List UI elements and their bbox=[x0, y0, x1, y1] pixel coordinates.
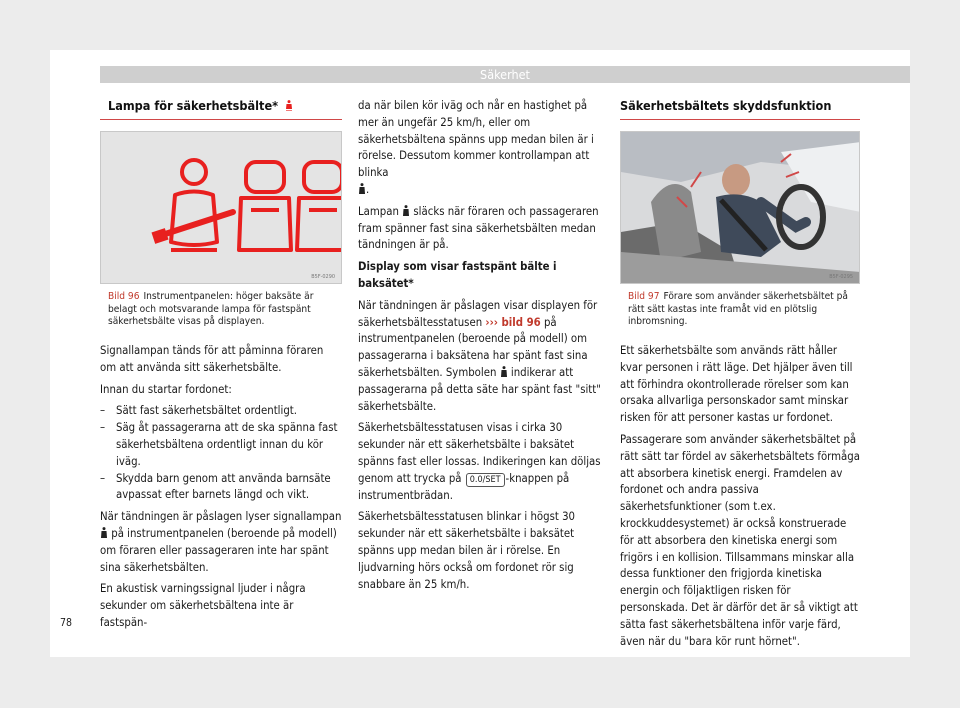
middle-paragraph-4 bbox=[358, 420, 602, 504]
list-item: – Skydda barn genom att använda barnsäte avpassat efter barnets längd och vikt. bbox=[100, 471, 342, 505]
figure-97-caption-text: Förare som använder säkerhetsbältet på rätt sätt kastas inte framåt vid en plötslig inbromsning. bbox=[628, 291, 848, 327]
right-paragraph-1: Ett säkerhetsbälte som används rätt håller kvar personen i rätt läge. Det hjälper även till att förhindra okontrollerade rörelser som kan orsaka allvarliga personskador samt minskar risken för att personer kastas ur fordonet. bbox=[620, 344, 853, 425]
figure-97-code: B5F-0295 bbox=[829, 274, 853, 280]
middle-paragraph-4a: Säkerhetsbältesstatusen visas i cirka 30 sekunder när ett säkerhetsbälte i baksätet spänns fast eller lossas. Indikeringen kan döljas genom att trycka på bbox=[358, 421, 601, 485]
left-paragraph-3 bbox=[100, 509, 342, 576]
left-paragraph-1: Signallampan tänds för att påminna föraren om att använda sitt säkerhetsbälte. bbox=[100, 344, 324, 374]
figure-97-caption bbox=[628, 291, 858, 329]
middle-body bbox=[358, 98, 602, 598]
middle-paragraph-1 bbox=[358, 98, 602, 199]
seatbelt-warning-icon bbox=[285, 100, 293, 111]
figure-96 bbox=[100, 131, 342, 284]
middle-paragraph-2 bbox=[358, 204, 602, 254]
list-item: – Säg åt passagerarna att de ska spänna fast säkerhetsbältena ordentligt innan du kör iväg. bbox=[100, 420, 342, 470]
middle-paragraph-3 bbox=[358, 298, 602, 416]
left-body bbox=[100, 343, 342, 637]
left-paragraph-3b: på instrumentpanelen (beroende på modell) om föraren eller passageraren inte har spänt sina säkerhetsbälten. bbox=[100, 526, 337, 574]
middle-paragraph-3a: När tändningen är påslagen visar displayen för säkerhetsbältesstatusen bbox=[358, 298, 598, 329]
figure-96-caption bbox=[108, 291, 340, 329]
left-paragraph-4: En akustisk varningssignal ljuder i några sekunder om säkerhetsbältena inte är fastspän- bbox=[100, 582, 306, 629]
seatbelt-person-icon bbox=[500, 366, 508, 377]
right-paragraph-2: Passagerare som använder säkerhetsbältet på rätt sätt tar fördel av säkerhetsbältets förmåga att absorbera kinetisk energi. Framdelen av fordonet och andra passiva säkerhetsfunktioner (som t.ex. krockkuddesystemet) är också konstruerade för att absorbera den kinetiska energi som frigörs i en kollision. Tillsammans minskar alla dessa funktioner den frigjorda kinetiska energin och följaktligen risken för personskada. Det är därför det är så viktigt att sätta fast säkerhetsbältena inför varje färd, även när du "bara kör runt hörnet". bbox=[620, 432, 860, 648]
figure-97 bbox=[620, 131, 860, 284]
middle-paragraph-5: Säkerhetsbältesstatusen blinkar i högst 30 sekunder när ett säkerhetsbälte i baksätet spänns upp medan bilen är i rörelse. En ljudvarning hörs också om fordonet rör sig snabbare än 25 km/h. bbox=[358, 510, 576, 591]
middle-paragraph-4b: -knappen på instrumentbrädan. bbox=[358, 471, 570, 502]
preparation-list bbox=[100, 403, 342, 504]
middle-paragraph-3b: på instrumentpanelen (beroende på modell) om passagerarna i baksätena har spänt fast sina säkerhetsbälten. Symbolen bbox=[358, 315, 588, 379]
figure-96-label: Bild 96 bbox=[108, 291, 140, 302]
middle-paragraph-1a: da när bilen kör iväg och når en hastighet på mer än ungefär 25 km/h, eller om säkerhetsbältena spänns upp medan bilen är i rörelse. Dessutom kommer kontrollampan att blinka bbox=[358, 99, 594, 180]
figure-97-label: Bild 97 bbox=[628, 291, 660, 302]
seatbelt-person-icon bbox=[358, 183, 366, 194]
seat-belt-indicator-illustration bbox=[101, 132, 342, 284]
middle-paragraph-2a: Lampan bbox=[358, 204, 399, 218]
seatbelt-person-icon bbox=[100, 527, 108, 538]
figure-96-link[interactable]: ››› bild 96 bbox=[485, 315, 541, 329]
middle-paragraph-2b: släcks när föraren och passageraren fram spänner fast sina säkerhetsbälten medan tändningen är på. bbox=[358, 204, 599, 252]
left-section-title-text: Lampa för säkerhetsbälte* bbox=[108, 98, 279, 113]
driver-illustration bbox=[621, 132, 860, 284]
set-button-key: 0.0/SET bbox=[466, 473, 505, 487]
left-title-rule bbox=[100, 119, 342, 120]
figure-96-code: B5F-0290 bbox=[311, 274, 335, 280]
rear-seat-display-heading: Display som visar fastspänt bälte i baksätet* bbox=[358, 260, 557, 290]
middle-paragraph-1-end: . bbox=[366, 182, 370, 196]
right-section-title: Säkerhetsbältets skyddsfunktion bbox=[620, 98, 832, 113]
figure-96-caption-text: Instrumentpanelen: höger baksäte är belagt och motsvarande lampa för fastspänt säkerhetsbälte visas på displayen. bbox=[108, 291, 314, 327]
middle-paragraph-3c: indikerar att passagerarna på detta säte har spänt fast "sitt" säkerhetsbälte. bbox=[358, 365, 601, 413]
right-title-rule bbox=[620, 119, 860, 120]
section-header: Säkerhet bbox=[100, 66, 910, 83]
seatbelt-person-icon bbox=[402, 205, 410, 216]
left-paragraph-3a: När tändningen är påslagen lyser signallampan bbox=[100, 510, 342, 524]
page-number: 78 bbox=[60, 617, 73, 629]
left-paragraph-2: Innan du startar fordonet: bbox=[100, 382, 232, 396]
right-body bbox=[620, 343, 860, 655]
page bbox=[50, 50, 910, 657]
left-section-title bbox=[108, 98, 293, 114]
list-item: – Sätt fast säkerhetsbältet ordentligt. bbox=[100, 403, 342, 420]
